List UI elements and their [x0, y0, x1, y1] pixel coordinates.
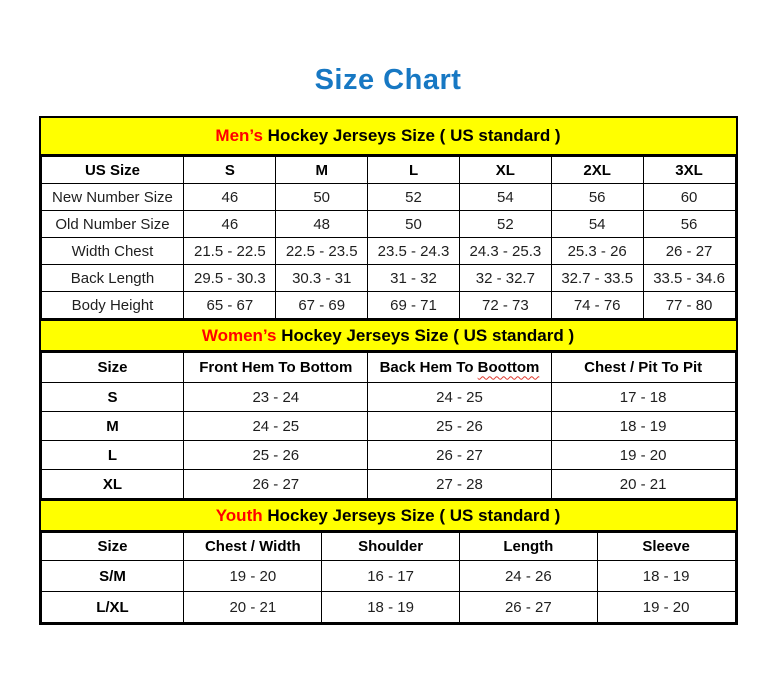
- value-cell: 29.5 - 30.3: [184, 265, 276, 292]
- value-cell: 18 - 19: [551, 412, 735, 441]
- table-row: [41, 470, 735, 499]
- row-label: New Number Size: [41, 184, 184, 211]
- value-cell: 54: [551, 211, 643, 238]
- value-cell: 30.3 - 31: [276, 265, 368, 292]
- value-cell: 18 - 19: [597, 561, 735, 592]
- value-cell: 19 - 20: [551, 441, 735, 470]
- size-chart-tables: [39, 116, 738, 625]
- value-cell: 32 - 32.7: [459, 265, 551, 292]
- value-cell: 72 - 73: [459, 292, 551, 319]
- youth-section-header: [41, 499, 736, 532]
- header-row: [41, 533, 735, 561]
- size-chart-page: [39, 0, 738, 625]
- value-cell: 24.3 - 25.3: [459, 238, 551, 265]
- value-cell: 20 - 21: [551, 470, 735, 499]
- value-cell: 50: [276, 184, 368, 211]
- value-cell: 26 - 27: [643, 238, 735, 265]
- value-cell: 26 - 27: [459, 592, 597, 623]
- row-label: Back Length: [41, 265, 184, 292]
- value-cell: 46: [184, 211, 276, 238]
- value-cell: 23.5 - 24.3: [368, 238, 460, 265]
- value-cell: 19 - 20: [184, 561, 322, 592]
- column-header: 3XL: [643, 157, 735, 184]
- table-row: [41, 184, 735, 211]
- column-header: Chest / Width: [184, 533, 322, 561]
- value-cell: 48: [276, 211, 368, 238]
- value-cell: 52: [459, 211, 551, 238]
- column-header: 2XL: [551, 157, 643, 184]
- table-row: [41, 592, 735, 623]
- table-row: [41, 561, 735, 592]
- table-row: [41, 238, 735, 265]
- youth-section-accent: Youth: [215, 505, 263, 525]
- column-header: L: [368, 157, 460, 184]
- womens-section-header: [41, 319, 736, 352]
- value-cell: 74 - 76: [551, 292, 643, 319]
- mens-section: [41, 118, 736, 319]
- row-label: XL: [41, 470, 184, 499]
- table-row: [41, 383, 735, 412]
- row-label: S/M: [41, 561, 184, 592]
- value-cell: 31 - 32: [368, 265, 460, 292]
- value-cell: 69 - 71: [368, 292, 460, 319]
- youth-size-table: [41, 532, 736, 623]
- value-cell: 19 - 20: [597, 592, 735, 623]
- womens-section-accent: Women’s: [201, 325, 277, 345]
- mens-section-title: Hockey Jerseys Size ( US standard ): [262, 126, 561, 146]
- row-label: L: [41, 441, 184, 470]
- column-header: Shoulder: [322, 533, 460, 561]
- column-header: M: [276, 157, 368, 184]
- value-cell: 77 - 80: [643, 292, 735, 319]
- value-cell: 16 - 17: [322, 561, 460, 592]
- value-cell: 60: [643, 184, 735, 211]
- value-cell: 17 - 18: [551, 383, 735, 412]
- value-cell: 18 - 19: [322, 592, 460, 623]
- value-cell: 24 - 26: [459, 561, 597, 592]
- value-cell: 24 - 25: [184, 412, 368, 441]
- column-header: Chest / Pit To Pit: [551, 353, 735, 383]
- value-cell: 50: [368, 211, 460, 238]
- value-cell: 21.5 - 22.5: [184, 238, 276, 265]
- value-cell: 26 - 27: [368, 441, 552, 470]
- row-label: L/XL: [41, 592, 184, 623]
- row-label: Width Chest: [41, 238, 184, 265]
- value-cell: 46: [184, 184, 276, 211]
- value-cell: 33.5 - 34.6: [643, 265, 735, 292]
- row-label: M: [41, 412, 184, 441]
- row-label: Old Number Size: [41, 211, 184, 238]
- value-cell: 26 - 27: [184, 470, 368, 499]
- header-row: [41, 157, 735, 184]
- womens-size-table: [41, 352, 736, 499]
- value-cell: 24 - 25: [368, 383, 552, 412]
- value-cell: 65 - 67: [184, 292, 276, 319]
- column-header: Size: [41, 353, 184, 383]
- youth-section-title: Hockey Jerseys Size ( US standard ): [262, 505, 561, 525]
- table-row: [41, 265, 735, 292]
- value-cell: 32.7 - 33.5: [551, 265, 643, 292]
- page-title: Size Chart: [314, 64, 462, 96]
- column-header: Size: [41, 533, 184, 561]
- column-header: Back Hem To Boottom: [368, 353, 552, 383]
- table-row: [41, 211, 735, 238]
- column-header: XL: [459, 157, 551, 184]
- value-cell: 25.3 - 26: [551, 238, 643, 265]
- value-cell: 20 - 21: [184, 592, 322, 623]
- column-header: S: [184, 157, 276, 184]
- column-header: US Size: [41, 157, 184, 184]
- value-cell: 56: [643, 211, 735, 238]
- value-cell: 22.5 - 23.5: [276, 238, 368, 265]
- womens-section: [41, 319, 736, 499]
- value-cell: 25 - 26: [368, 412, 552, 441]
- value-cell: 27 - 28: [368, 470, 552, 499]
- misspelled-word: Boottom: [477, 359, 540, 377]
- value-cell: 56: [551, 184, 643, 211]
- row-label: Body Height: [41, 292, 184, 319]
- value-cell: 67 - 69: [276, 292, 368, 319]
- table-row: [41, 292, 735, 319]
- column-header: Sleeve: [597, 533, 735, 561]
- header-row: [41, 353, 735, 383]
- value-cell: 23 - 24: [184, 383, 368, 412]
- mens-section-header: [41, 118, 736, 156]
- column-header: Front Hem To Bottom: [184, 353, 368, 383]
- column-header: Length: [459, 533, 597, 561]
- table-row: [41, 441, 735, 470]
- womens-section-title: Hockey Jerseys Size ( US standard ): [276, 325, 575, 345]
- table-row: [41, 412, 735, 441]
- mens-section-accent: Men’s: [215, 126, 263, 146]
- value-cell: 54: [459, 184, 551, 211]
- mens-size-table: [41, 156, 736, 319]
- value-cell: 52: [368, 184, 460, 211]
- youth-section: [41, 499, 736, 623]
- row-label: S: [41, 383, 184, 412]
- value-cell: 25 - 26: [184, 441, 368, 470]
